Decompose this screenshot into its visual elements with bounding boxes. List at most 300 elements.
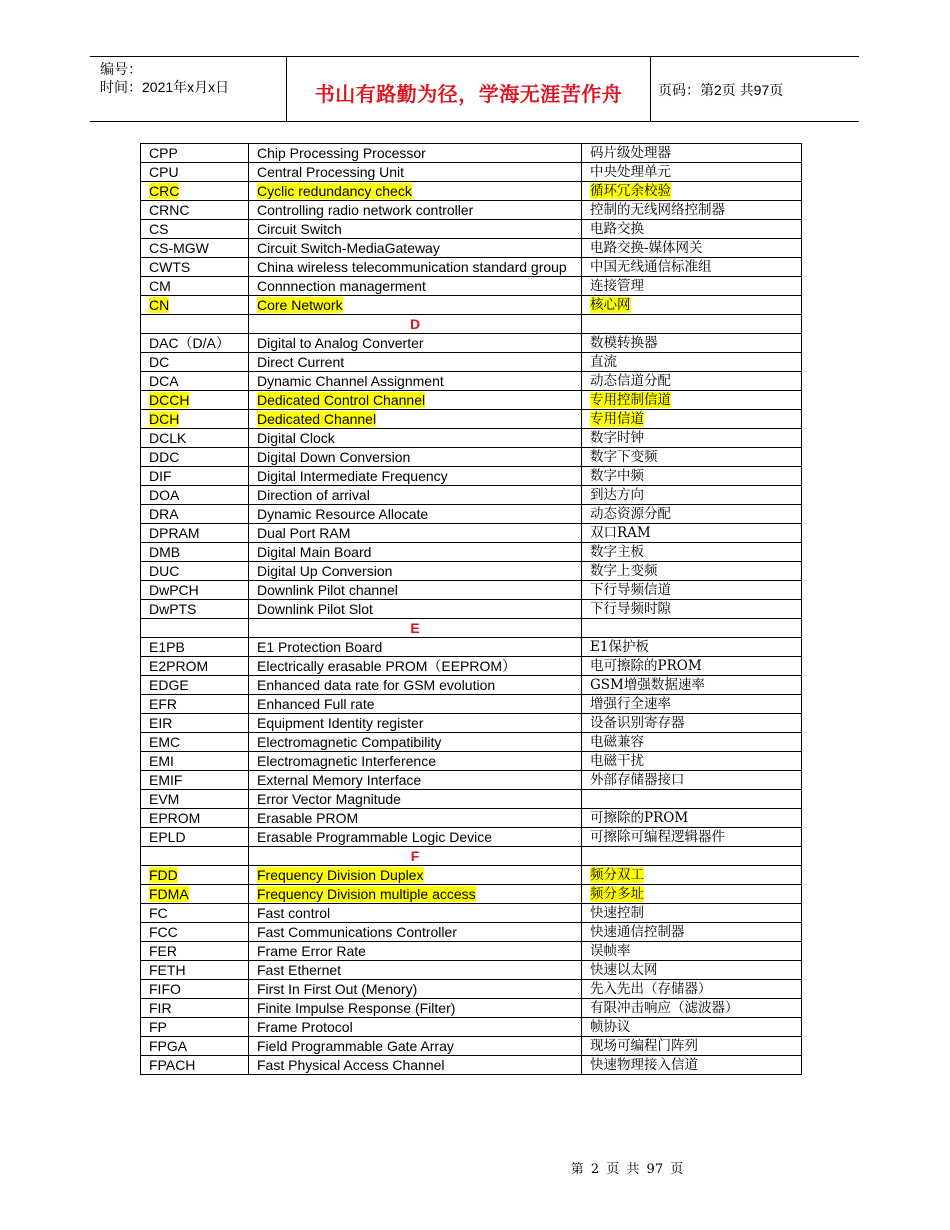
english-term-cell	[249, 866, 582, 885]
english-term: Enhanced Full rate	[257, 696, 375, 712]
glossary-row	[141, 695, 802, 714]
document-number-label: 编号：	[100, 61, 142, 77]
chinese-term-cell	[582, 239, 802, 258]
chinese-term: 先入先出（存储器）	[590, 981, 712, 997]
chinese-term: GSM增强数据速率	[590, 677, 705, 693]
document-time-label: 时间：2021年x月x日	[100, 79, 230, 95]
glossary-row	[141, 410, 802, 429]
chinese-term-cell	[582, 923, 802, 942]
english-term-cell	[249, 1037, 582, 1056]
english-term-cell	[249, 277, 582, 296]
section-header-row	[141, 619, 802, 638]
abbreviation: DCH	[149, 411, 180, 427]
english-term-cell	[249, 505, 582, 524]
english-term-cell	[249, 714, 582, 733]
abbreviation: DC	[149, 354, 170, 370]
english-term-cell	[249, 676, 582, 695]
abbreviation: EVM	[149, 791, 180, 807]
chinese-term-cell	[582, 676, 802, 695]
chinese-term: 电路交换-媒体网关	[590, 240, 703, 256]
english-term: Chip Processing Processor	[257, 145, 426, 161]
abbreviation: FP	[149, 1019, 167, 1035]
chinese-term: 电路交换	[590, 221, 644, 237]
chinese-term-cell	[582, 885, 802, 904]
section-letter: E	[249, 619, 582, 638]
chinese-term-cell	[582, 809, 802, 828]
abbreviation: DOA	[149, 487, 180, 503]
glossary-row	[141, 334, 802, 353]
glossary-row	[141, 999, 802, 1018]
english-term: Digital Main Board	[257, 544, 372, 560]
chinese-term: 数字时钟	[590, 430, 644, 446]
abbreviation-cell	[141, 543, 249, 562]
abbreviation-cell	[141, 505, 249, 524]
chinese-term-cell	[582, 942, 802, 961]
chinese-term-cell	[582, 600, 802, 619]
chinese-term: 数字中频	[590, 468, 644, 484]
chinese-term-cell	[582, 220, 802, 239]
abbreviation-cell	[141, 771, 249, 790]
header-meta	[100, 60, 229, 96]
english-term: Digital Intermediate Frequency	[257, 468, 448, 484]
chinese-term: 数字主板	[590, 544, 644, 560]
chinese-term-cell	[582, 999, 802, 1018]
english-term: Fast Physical Access Channel	[257, 1057, 445, 1073]
chinese-term: 电可擦除的PROM	[590, 658, 702, 674]
glossary-row	[141, 543, 802, 562]
glossary-row	[141, 429, 802, 448]
glossary-row	[141, 182, 802, 201]
abbreviation-cell	[141, 600, 249, 619]
abbreviation-cell	[141, 923, 249, 942]
abbreviation-cell	[141, 676, 249, 695]
english-term-cell	[249, 638, 582, 657]
chinese-term-cell	[582, 1056, 802, 1075]
english-term-cell	[249, 239, 582, 258]
english-term: Electromagnetic Compatibility	[257, 734, 442, 750]
section-header-row	[141, 847, 802, 866]
abbreviation-cell	[141, 296, 249, 315]
english-term: Fast Ethernet	[257, 962, 342, 978]
chinese-term-cell	[582, 505, 802, 524]
glossary-row	[141, 961, 802, 980]
english-term: E1 Protection Board	[257, 639, 383, 655]
english-term: Dynamic Channel Assignment	[257, 373, 444, 389]
section-cn-cell	[582, 315, 802, 334]
abbreviation-cell	[141, 961, 249, 980]
abbreviation: DPRAM	[149, 525, 200, 541]
chinese-term-cell	[582, 372, 802, 391]
english-term-cell	[249, 942, 582, 961]
english-term-cell	[249, 429, 582, 448]
abbreviation-cell	[141, 828, 249, 847]
abbreviation-cell	[141, 581, 249, 600]
glossary-row	[141, 258, 802, 277]
abbreviation-cell	[141, 714, 249, 733]
english-term: Erasable PROM	[257, 810, 359, 826]
english-term: Error Vector Magnitude	[257, 791, 401, 807]
english-term-cell	[249, 410, 582, 429]
abbreviation-cell	[141, 277, 249, 296]
header-page-info: 页码：第2页 共97页	[658, 82, 784, 98]
abbreviation-cell	[141, 1037, 249, 1056]
abbreviation: CPU	[149, 164, 179, 180]
abbreviation: DCLK	[149, 430, 187, 446]
english-term-cell	[249, 543, 582, 562]
chinese-term: 下行导频信道	[590, 582, 671, 598]
glossary-row	[141, 581, 802, 600]
abbreviation-cell	[141, 353, 249, 372]
chinese-term: 数模转换器	[590, 335, 658, 351]
english-term: Finite Impulse Response (Filter)	[257, 1000, 456, 1016]
glossary-row	[141, 201, 802, 220]
chinese-term: 外部存储器接口	[590, 772, 685, 788]
english-term: Digital to Analog Converter	[257, 335, 424, 351]
abbreviation-cell	[141, 999, 249, 1018]
abbreviation: CN	[149, 297, 170, 313]
glossary-row	[141, 220, 802, 239]
chinese-term-cell	[582, 353, 802, 372]
glossary-row	[141, 1056, 802, 1075]
chinese-term-cell	[582, 961, 802, 980]
abbreviation-cell	[141, 790, 249, 809]
english-term: Dynamic Resource Allocate	[257, 506, 429, 522]
english-term-cell	[249, 524, 582, 543]
chinese-term: 循环冗余校验	[590, 183, 671, 199]
chinese-term: 快速通信控制器	[590, 924, 685, 940]
chinese-term-cell	[582, 790, 802, 809]
abbreviation-cell	[141, 733, 249, 752]
abbreviation-cell	[141, 866, 249, 885]
chinese-term: 码片级处理器	[590, 145, 671, 161]
chinese-term: E1保护板	[590, 639, 649, 655]
english-term-cell	[249, 600, 582, 619]
chinese-term: 可擦除可编程逻辑器件	[590, 829, 725, 845]
chinese-term: 核心网	[590, 297, 631, 313]
english-term: Fast Communications Controller	[257, 924, 457, 940]
abbreviation-cell	[141, 980, 249, 999]
chinese-term-cell	[582, 581, 802, 600]
glossary-row	[141, 828, 802, 847]
english-term: Frequency Division Duplex	[257, 867, 424, 883]
english-term-cell	[249, 163, 582, 182]
abbreviation-cell	[141, 334, 249, 353]
chinese-term-cell	[582, 695, 802, 714]
abbreviation: FIR	[149, 1000, 172, 1016]
abbreviation-cell	[141, 657, 249, 676]
chinese-term-cell	[582, 296, 802, 315]
abbreviation-cell	[141, 182, 249, 201]
chinese-term-cell	[582, 866, 802, 885]
english-term: Frame Protocol	[257, 1019, 353, 1035]
abbreviation: DCA	[149, 373, 179, 389]
abbreviation-cell	[141, 695, 249, 714]
abbreviation-cell	[141, 1018, 249, 1037]
chinese-term: 增强行全速率	[590, 696, 671, 712]
abbreviation: DAC（D/A）	[149, 335, 230, 351]
glossary-row	[141, 372, 802, 391]
chinese-term-cell	[582, 904, 802, 923]
abbreviation-cell	[141, 809, 249, 828]
glossary-table-body	[141, 144, 802, 1075]
english-term-cell	[249, 923, 582, 942]
english-term-cell	[249, 828, 582, 847]
abbreviation-cell	[141, 391, 249, 410]
glossary-row	[141, 562, 802, 581]
english-term: Dedicated Control Channel	[257, 392, 426, 408]
abbreviation: DMB	[149, 544, 181, 560]
chinese-term: 双口RAM	[590, 525, 651, 541]
abbreviation: EMIF	[149, 772, 183, 788]
chinese-term: 动态信道分配	[590, 373, 671, 389]
chinese-term-cell	[582, 1037, 802, 1056]
english-term-cell	[249, 182, 582, 201]
english-term: Field Programmable Gate Array	[257, 1038, 454, 1054]
abbreviation: FETH	[149, 962, 186, 978]
english-term-cell	[249, 904, 582, 923]
glossary-row	[141, 1018, 802, 1037]
chinese-term: 直流	[590, 354, 617, 370]
english-term: Connnection managerment	[257, 278, 426, 294]
english-term-cell	[249, 999, 582, 1018]
glossary-row	[141, 904, 802, 923]
english-term-cell	[249, 752, 582, 771]
english-term-cell	[249, 1018, 582, 1037]
header-motto: 书山有路勤为径，学海无涯苦作舟	[314, 82, 623, 106]
glossary-row	[141, 277, 802, 296]
abbreviation-cell	[141, 144, 249, 163]
abbreviation-cell	[141, 410, 249, 429]
glossary-row	[141, 733, 802, 752]
header-top-rule	[90, 56, 859, 57]
abbreviation: EMC	[149, 734, 181, 750]
glossary-row	[141, 1037, 802, 1056]
chinese-term: 到达方向	[590, 487, 644, 503]
page-footer: 第 2 页 共 97 页	[570, 1162, 684, 1177]
glossary-row	[141, 353, 802, 372]
abbreviation-cell	[141, 638, 249, 657]
glossary-row	[141, 923, 802, 942]
english-term-cell	[249, 695, 582, 714]
chinese-term-cell	[582, 467, 802, 486]
abbreviation: EPROM	[149, 810, 201, 826]
english-term-cell	[249, 334, 582, 353]
abbreviation: E1PB	[149, 639, 185, 655]
abbreviation: CM	[149, 278, 171, 294]
glossary-row	[141, 657, 802, 676]
chinese-term-cell	[582, 448, 802, 467]
english-term-cell	[249, 961, 582, 980]
chinese-term: 数字上变频	[590, 563, 658, 579]
english-term-cell	[249, 1056, 582, 1075]
chinese-term-cell	[582, 562, 802, 581]
english-term: Erasable Programmable Logic Device	[257, 829, 492, 845]
english-term: Controlling radio network controller	[257, 202, 474, 218]
abbreviation: EIR	[149, 715, 173, 731]
english-term-cell	[249, 885, 582, 904]
glossary-row	[141, 771, 802, 790]
glossary-row	[141, 600, 802, 619]
chinese-term-cell	[582, 163, 802, 182]
abbreviation-cell	[141, 201, 249, 220]
chinese-term-cell	[582, 277, 802, 296]
section-abbr-cell	[141, 315, 249, 334]
english-term-cell	[249, 353, 582, 372]
english-term-cell	[249, 980, 582, 999]
chinese-term: 动态资源分配	[590, 506, 671, 522]
chinese-term-cell	[582, 980, 802, 999]
english-term: Frequency Division multiple access	[257, 886, 476, 902]
glossary-row	[141, 524, 802, 543]
abbreviation: CS	[149, 221, 169, 237]
english-term-cell	[249, 144, 582, 163]
abbreviation: FER	[149, 943, 177, 959]
chinese-term: 快速控制	[590, 905, 644, 921]
section-letter: F	[249, 847, 582, 866]
chinese-term-cell	[582, 638, 802, 657]
chinese-term: 数字下变频	[590, 449, 658, 465]
abbreviation-cell	[141, 752, 249, 771]
chinese-term: 下行导频时隙	[590, 601, 671, 617]
chinese-term: 中央处理单元	[590, 164, 671, 180]
glossary-row	[141, 296, 802, 315]
english-term-cell	[249, 486, 582, 505]
english-term-cell	[249, 467, 582, 486]
abbreviation-cell	[141, 1056, 249, 1075]
english-term: Electrically erasable PROM（EEPROM）	[257, 658, 517, 674]
abbreviation-cell	[141, 448, 249, 467]
english-term-cell	[249, 391, 582, 410]
chinese-term: 专用控制信道	[590, 392, 671, 408]
glossary-row	[141, 391, 802, 410]
english-term-cell	[249, 581, 582, 600]
abbreviation: CWTS	[149, 259, 191, 275]
chinese-term: 误帧率	[590, 943, 631, 959]
abbreviation-cell	[141, 163, 249, 182]
english-term: Circuit Switch-MediaGateway	[257, 240, 440, 256]
abbreviation: DwPTS	[149, 601, 197, 617]
chinese-term-cell	[582, 258, 802, 277]
english-term: Direct Current	[257, 354, 345, 370]
english-term: Equipment Identity register	[257, 715, 424, 731]
abbreviation: DwPCH	[149, 582, 199, 598]
chinese-term: 频分双工	[590, 867, 644, 883]
chinese-term: 连接管理	[590, 278, 644, 294]
abbreviation-cell	[141, 486, 249, 505]
english-term-cell	[249, 809, 582, 828]
chinese-term: 现场可编程门阵列	[590, 1038, 698, 1054]
abbreviation: CRC	[149, 183, 180, 199]
english-term-cell	[249, 657, 582, 676]
chinese-term-cell	[582, 201, 802, 220]
glossary-row	[141, 866, 802, 885]
chinese-term-cell	[582, 410, 802, 429]
chinese-term: 快速物理接入信道	[590, 1057, 698, 1073]
glossary-row	[141, 239, 802, 258]
chinese-term: 有限冲击响应（滤波器）	[590, 1000, 739, 1016]
abbreviation-cell	[141, 239, 249, 258]
glossary-row	[141, 752, 802, 771]
chinese-term-cell	[582, 828, 802, 847]
chinese-term-cell	[582, 733, 802, 752]
abbreviation-cell	[141, 467, 249, 486]
english-term: Central Processing Unit	[257, 164, 405, 180]
english-term: Digital Up Conversion	[257, 563, 393, 579]
abbreviation-cell	[141, 942, 249, 961]
abbreviation: EFR	[149, 696, 177, 712]
english-term: Electromagnetic Interference	[257, 753, 436, 769]
abbreviation-cell	[141, 885, 249, 904]
english-term: Frame Error Rate	[257, 943, 366, 959]
english-term: Fast control	[257, 905, 331, 921]
glossary-row	[141, 980, 802, 999]
glossary-row	[141, 790, 802, 809]
abbreviation: EPLD	[149, 829, 186, 845]
abbreviation: EMI	[149, 753, 174, 769]
chinese-term-cell	[582, 486, 802, 505]
chinese-term: 专用信道	[590, 411, 644, 427]
english-term-cell	[249, 448, 582, 467]
glossary-row	[141, 809, 802, 828]
abbreviation-cell	[141, 562, 249, 581]
english-term: Dual Port RAM	[257, 525, 351, 541]
chinese-term: 频分多址	[590, 886, 644, 902]
section-letter: D	[249, 315, 582, 334]
section-cn-cell	[582, 619, 802, 638]
abbreviation: FC	[149, 905, 168, 921]
chinese-term: 可擦除的PROM	[590, 810, 689, 826]
abbreviation-cell	[141, 372, 249, 391]
english-term-cell	[249, 220, 582, 239]
chinese-term-cell	[582, 144, 802, 163]
chinese-term-cell	[582, 771, 802, 790]
abbreviation: DUC	[149, 563, 180, 579]
chinese-term-cell	[582, 1018, 802, 1037]
chinese-term: 设备识别寄存器	[590, 715, 685, 731]
english-term-cell	[249, 372, 582, 391]
chinese-term-cell	[582, 391, 802, 410]
glossary-row	[141, 885, 802, 904]
chinese-term-cell	[582, 752, 802, 771]
glossary-row	[141, 486, 802, 505]
abbreviation: DDC	[149, 449, 180, 465]
abbreviation: CS-MGW	[149, 240, 209, 256]
header-bottom-rule	[90, 121, 859, 122]
chinese-term-cell	[582, 334, 802, 353]
glossary-row	[141, 638, 802, 657]
english-term: Digital Clock	[257, 430, 335, 446]
english-term-cell	[249, 258, 582, 277]
abbreviation-cell	[141, 220, 249, 239]
section-abbr-cell	[141, 619, 249, 638]
abbreviation: FIFO	[149, 981, 181, 997]
abbreviation-cell	[141, 524, 249, 543]
english-term-cell	[249, 733, 582, 752]
glossary-row	[141, 714, 802, 733]
english-term: Core Network	[257, 297, 343, 313]
abbreviation: E2PROM	[149, 658, 209, 674]
abbreviation: CRNC	[149, 202, 190, 218]
abbreviation: DCCH	[149, 392, 190, 408]
glossary-table	[140, 143, 802, 1075]
glossary-row	[141, 144, 802, 163]
english-term: China wireless telecommunication standard group	[257, 259, 567, 275]
english-term-cell	[249, 771, 582, 790]
section-cn-cell	[582, 847, 802, 866]
chinese-term-cell	[582, 524, 802, 543]
glossary-row	[141, 163, 802, 182]
header-divider-right	[650, 56, 651, 122]
